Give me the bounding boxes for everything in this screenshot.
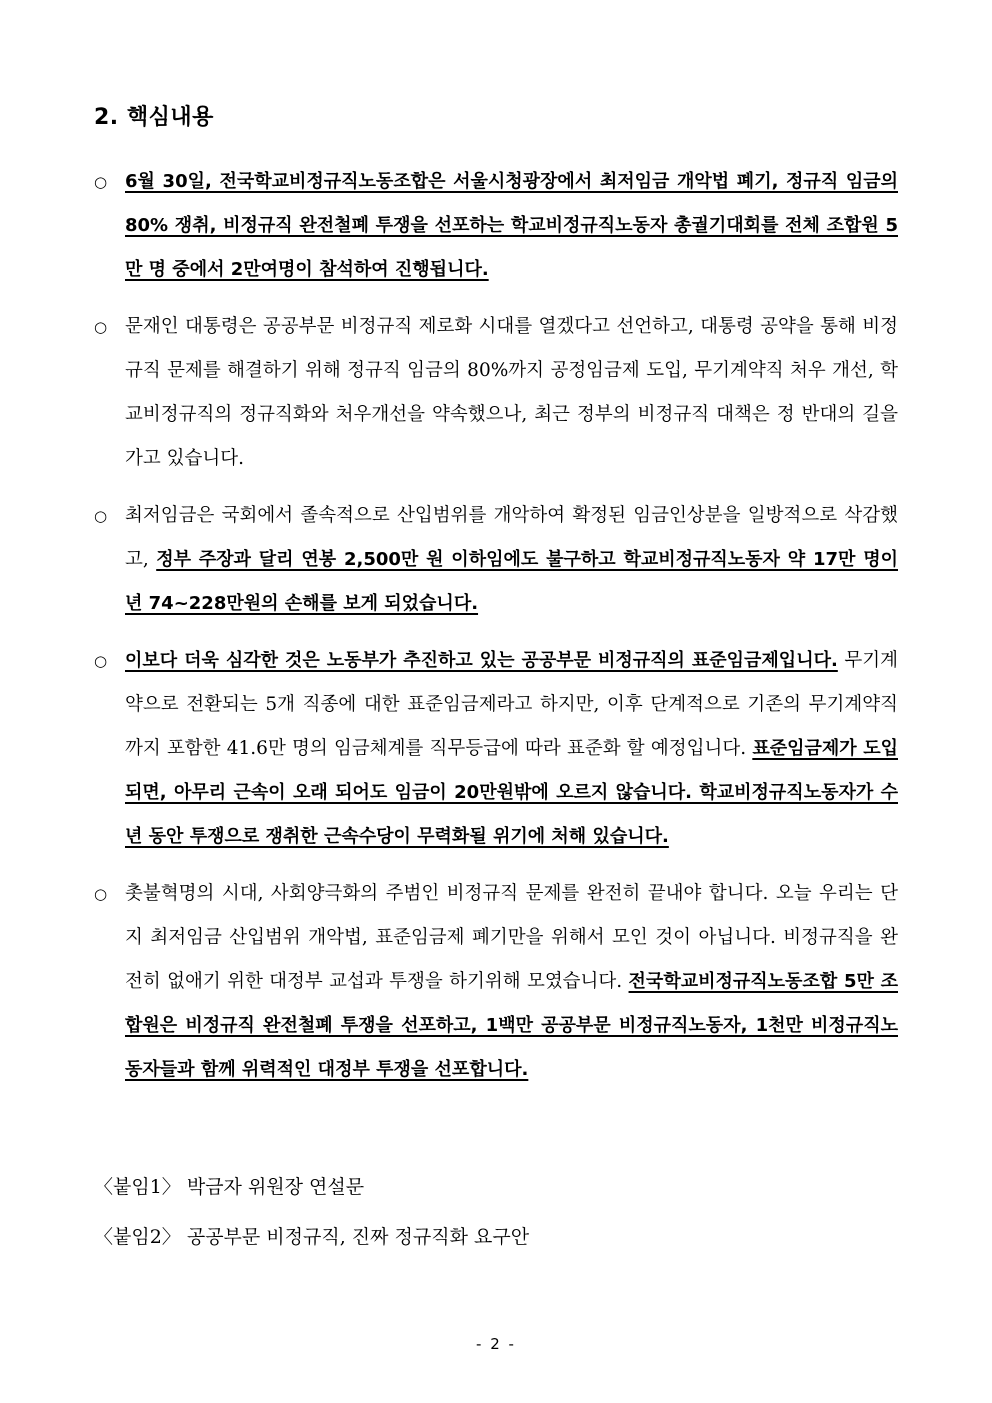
- attachment-1: 〈붙임1〉 박금자 위원장 연설문: [94, 1176, 365, 1198]
- item-emphasis: 정부 주장과 달리 연봉 2,500만 원 이하임에도 불구하고 학교비정규직노동자 약 17만 명이 년 74~228만원의 손해를 보게 되었습니다.: [125, 549, 898, 614]
- list-item: [94, 305, 898, 481]
- item-emphasis: 표준임금제가 도입되면, 아무리 근속이 오래 되어도 임금이 20만원밖에 오르지 않습니다. 학교비정규직노동자가 수년 동안 투쟁으로 쟁취한 근속수당이 무력화될 위기에 처해 있습니다.: [125, 738, 898, 847]
- item-emphasis: 전국학교비정규직노동조합 5만 조합원은 비정규직 완전철폐 투쟁을 선포하고, 1백만 공공부문 비정규직노동자, 1천만 비정규직노동자들과 함께 위력적인 대정부 투쟁을 선포합니다.: [125, 971, 898, 1080]
- key-content-list: [94, 160, 898, 1105]
- circle-bullet-icon: ○: [94, 885, 108, 903]
- list-item: [94, 160, 898, 292]
- circle-bullet-icon: ○: [94, 652, 108, 670]
- page-number: - 2 -: [476, 1335, 516, 1353]
- item-text: 최저임금은 국회에서 졸속적으로 산입범위를 개악하여 확정된 임금인상분을 일방적으로 삭감했고,: [125, 505, 898, 570]
- list-item: [94, 639, 898, 859]
- list-item: [94, 872, 898, 1092]
- item-text: 문재인 대통령은 공공부문 비정규직 제로화 시대를 열겠다고 선언하고, 대통령 공약을 통해 비정규직 문제를 해결하기 위해 정규직 임금의 80%까지 공정임금제 도입, 무기계약직 처우 개선, 학교비정규직의 정규직화와 처우개선을 약속했으나, 최근 정부의 비정규직 대책은 정 반대의 길을 가고 있습니다.: [125, 316, 898, 469]
- item-emphasis: 6월 30일, 전국학교비정규직노동조합은 서울시청광장에서 최저임금 개악법 폐기, 정규직 임금의 80% 쟁취, 비정규직 완전철폐 투쟁을 선포하는 학교비정규직노동자 총궐기대회를 전체 조합원 5만 명 중에서 2만여명이 참석하여 진행됩니다.: [125, 171, 898, 280]
- attachment-2: 〈붙임2〉 공공부문 비정규직, 진짜 정규직화 요구안: [94, 1226, 530, 1248]
- section-heading: 2. 핵심내용: [94, 105, 214, 130]
- list-item: [94, 494, 898, 626]
- item-text: 무기계약으로 전환되는 5개 직종에 대한 표준임금제라고 하지만, 이후 단계적으로 기존의 무기계약직까지 포함한 41.6만 명의 임금체계를 직무등급에 따라 표준화 할 예정입니다.: [125, 650, 898, 759]
- circle-bullet-icon: ○: [94, 507, 108, 525]
- circle-bullet-icon: ○: [94, 318, 108, 336]
- item-emphasis: 이보다 더욱 심각한 것은 노동부가 추진하고 있는 공공부문 비정규직의 표준임금제입니다.: [125, 650, 838, 671]
- item-text: 촛불혁명의 시대, 사회양극화의 주범인 비정규직 문제를 완전히 끝내야 합니다. 오늘 우리는 단지 최저임금 산입범위 개악법, 표준임금제 폐기만을 위해서 모인 것이 아닙니다. 비정규직을 완전히 없애기 위한 대정부 교섭과 투쟁을 하기위해 모였습니다.: [125, 883, 898, 992]
- circle-bullet-icon: ○: [94, 173, 108, 191]
